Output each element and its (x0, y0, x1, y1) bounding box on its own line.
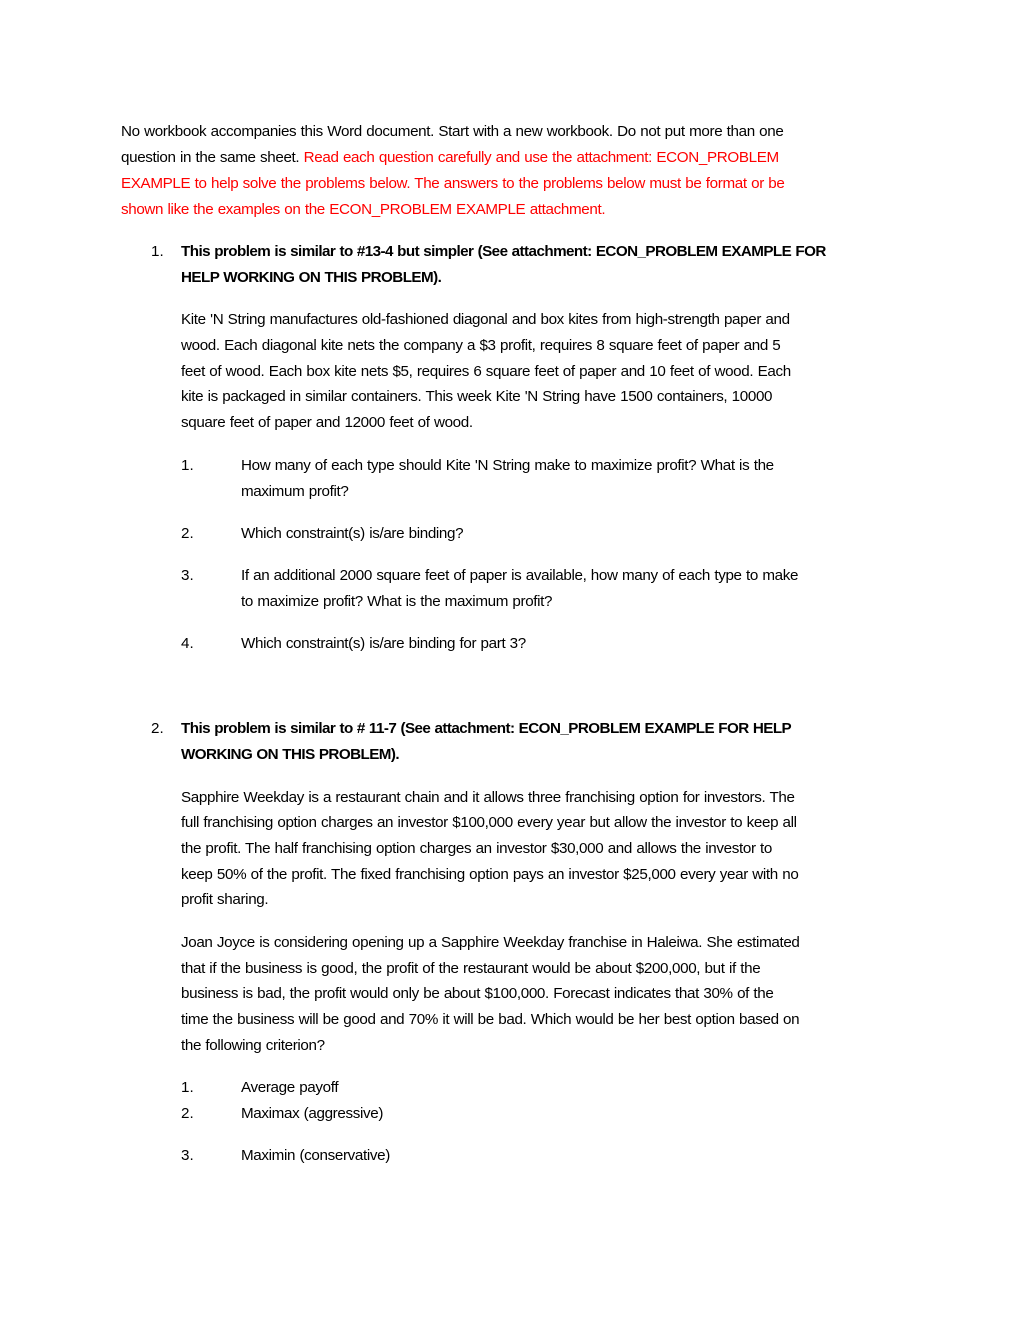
intro-highlight: Read each question carefully and use the attachment: ECON_PROBLEM (303, 149, 779, 166)
paragraph-line: Kite 'N String manufactures old-fashioned diagonal and box kites from high-strength paper and (181, 311, 790, 328)
paragraph-line: profit sharing. (181, 891, 269, 908)
paragraph-line: keep 50% of the profit. The fixed franchising option pays an investor $25,000 every year with no (181, 866, 799, 883)
problem-heading-line: This problem is similar to # 11-7 (See attachment: ECON_PROBLEM EXAMPLE FOR HELP (181, 720, 792, 737)
sub-question-line: Which constraint(s) is/are binding for part 3? (241, 635, 526, 652)
criterion-number: 1. (181, 1079, 194, 1096)
sub-question-line: How many of each type should Kite 'N String make to maximize profit? What is the (241, 457, 774, 474)
problem-heading-line: This problem is similar to #13-4 but simpler (See attachment: ECON_PROBLEM EXAMPLE FOR (181, 243, 826, 260)
sub-question-number: 4. (181, 635, 194, 652)
intro-text: question in the same sheet. (121, 149, 300, 166)
problem-heading-line: WORKING ON THIS PROBLEM). (181, 746, 400, 763)
criterion-number: 3. (181, 1147, 194, 1164)
intro-highlight-line: shown like the examples on the ECON_PROBLEM EXAMPLE attachment. (121, 201, 606, 218)
paragraph-line: feet of wood. Each box kite nets $5, requires 6 square feet of paper and 10 feet of wood. Each (181, 363, 791, 380)
intro-highlight-line: EXAMPLE to help solve the problems below. The answers to the problems below must be format or be (121, 175, 785, 192)
sub-question-number: 3. (181, 567, 194, 584)
paragraph-line: full franchising option charges an investor $100,000 every year but allow the investor to keep all (181, 814, 797, 831)
problem-number: 2. (151, 720, 164, 737)
problem-number: 1. (151, 243, 164, 260)
paragraph-line: that if the business is good, the profit of the restaurant would be about $200,000, but if the (181, 960, 761, 977)
intro-line: No workbook accompanies this Word document. Start with a new workbook. Do not put more than one (121, 123, 784, 140)
sub-question-line: maximum profit? (241, 483, 349, 500)
sub-question-number: 2. (181, 525, 194, 542)
sub-question-line: Which constraint(s) is/are binding? (241, 525, 464, 542)
paragraph-line: Sapphire Weekday is a restaurant chain and it allows three franchising option for investors. The (181, 789, 795, 806)
paragraph-line: Joan Joyce is considering opening up a Sapphire Weekday franchise in Haleiwa. She estimated (181, 934, 800, 951)
problem-heading-line: HELP WORKING ON THIS PROBLEM). (181, 269, 442, 286)
paragraph-line: business is bad, the profit would only be about $100,000. Forecast indicates that 30% of the (181, 985, 774, 1002)
paragraph-line: square feet of paper and 12000 feet of wood. (181, 414, 473, 431)
criterion-number: 2. (181, 1105, 194, 1122)
paragraph-line: the following criterion? (181, 1037, 325, 1054)
sub-question-line: If an additional 2000 square feet of paper is available, how many of each type to make (241, 567, 799, 584)
criterion-label: Average payoff (241, 1079, 339, 1096)
intro-line (121, 145, 779, 171)
paragraph-line: time the business will be good and 70% it will be bad. Which would be her best option based on (181, 1011, 800, 1028)
criterion-label: Maximin (conservative) (241, 1147, 390, 1164)
criterion-label: Maximax (aggressive) (241, 1105, 384, 1122)
paragraph-line: wood. Each diagonal kite nets the company a $3 profit, requires 8 square feet of paper and 5 (181, 337, 781, 354)
sub-question-number: 1. (181, 457, 194, 474)
paragraph-line: the profit. The half franchising option charges an investor $30,000 and allows the investor to (181, 840, 772, 857)
sub-question-line: to maximize profit? What is the maximum profit? (241, 593, 553, 610)
paragraph-line: kite is packaged in similar containers. This week Kite 'N String have 1500 containers, 10000 (181, 388, 773, 405)
